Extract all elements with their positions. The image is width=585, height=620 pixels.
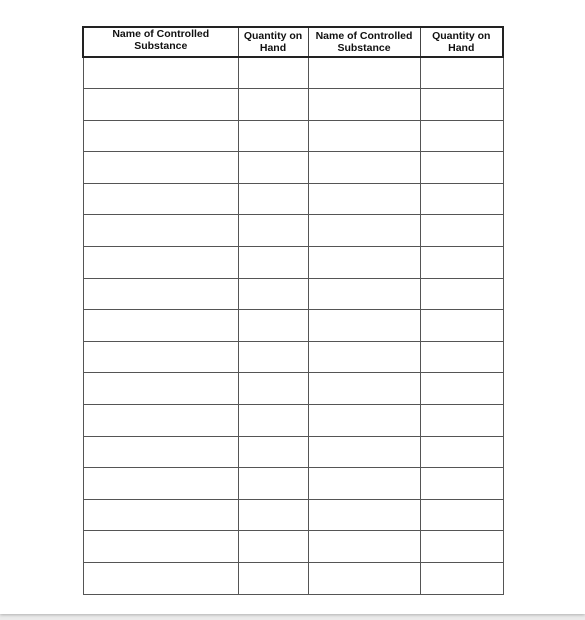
substance-name-cell[interactable] [308, 183, 420, 215]
quantity-cell[interactable] [238, 57, 308, 89]
quantity-cell[interactable] [238, 563, 308, 595]
quantity-cell[interactable] [238, 499, 308, 531]
substance-name-cell[interactable] [308, 215, 420, 247]
quantity-cell[interactable] [238, 405, 308, 437]
table-row [83, 89, 503, 121]
quantity-cell[interactable] [238, 89, 308, 121]
table-row [83, 341, 503, 373]
table-row [83, 183, 503, 215]
quantity-cell[interactable] [420, 405, 503, 437]
table-row [83, 57, 503, 89]
quantity-cell[interactable] [420, 247, 503, 279]
substance-name-cell[interactable] [83, 373, 238, 405]
substance-name-cell[interactable] [308, 247, 420, 279]
substance-name-cell[interactable] [308, 405, 420, 437]
table-row [83, 310, 503, 342]
header-quantity-on-hand-1: Quantity on Hand [238, 27, 308, 57]
quantity-cell[interactable] [238, 436, 308, 468]
quantity-cell[interactable] [420, 310, 503, 342]
substance-name-cell[interactable] [308, 341, 420, 373]
quantity-cell[interactable] [238, 373, 308, 405]
substance-name-cell[interactable] [83, 499, 238, 531]
substance-name-cell[interactable] [308, 278, 420, 310]
table-row [83, 247, 503, 279]
substance-name-cell[interactable] [83, 183, 238, 215]
substance-name-cell[interactable] [83, 405, 238, 437]
table-row [83, 563, 503, 595]
quantity-cell[interactable] [420, 57, 503, 89]
substance-name-cell[interactable] [83, 310, 238, 342]
substance-name-cell[interactable] [83, 341, 238, 373]
quantity-cell[interactable] [238, 247, 308, 279]
quantity-cell[interactable] [420, 563, 503, 595]
quantity-cell[interactable] [238, 183, 308, 215]
table-row [83, 152, 503, 184]
header-substance-name-2: Name of Controlled Substance [308, 27, 420, 57]
quantity-cell[interactable] [238, 310, 308, 342]
quantity-cell[interactable] [420, 120, 503, 152]
table-row [83, 468, 503, 500]
substance-name-cell[interactable] [83, 89, 238, 121]
quantity-cell[interactable] [420, 89, 503, 121]
table-row [83, 120, 503, 152]
quantity-cell[interactable] [420, 531, 503, 563]
substance-name-cell[interactable] [83, 436, 238, 468]
quantity-cell[interactable] [420, 183, 503, 215]
substance-name-cell[interactable] [83, 468, 238, 500]
substance-name-cell[interactable] [83, 278, 238, 310]
quantity-cell[interactable] [238, 152, 308, 184]
quantity-cell[interactable] [420, 468, 503, 500]
quantity-cell[interactable] [238, 341, 308, 373]
substance-name-cell[interactable] [308, 310, 420, 342]
table-row [83, 405, 503, 437]
substance-name-cell[interactable] [308, 499, 420, 531]
substance-name-cell[interactable] [308, 120, 420, 152]
substance-name-cell[interactable] [83, 120, 238, 152]
header-quantity-on-hand-2: Quantity on Hand [420, 27, 503, 57]
table-header-row [83, 27, 503, 57]
table-row [83, 278, 503, 310]
quantity-cell[interactable] [420, 373, 503, 405]
substance-name-cell[interactable] [308, 563, 420, 595]
header-substance-name-1: Name of Controlled Substance [83, 27, 238, 57]
substance-name-cell[interactable] [83, 215, 238, 247]
substance-name-cell[interactable] [308, 436, 420, 468]
quantity-cell[interactable] [420, 341, 503, 373]
quantity-cell[interactable] [238, 278, 308, 310]
substance-name-cell[interactable] [83, 563, 238, 595]
quantity-cell[interactable] [420, 215, 503, 247]
substance-name-cell[interactable] [308, 468, 420, 500]
table-row [83, 373, 503, 405]
table-row [83, 531, 503, 563]
quantity-cell[interactable] [420, 499, 503, 531]
substance-name-cell[interactable] [308, 57, 420, 89]
substance-name-cell[interactable] [308, 531, 420, 563]
quantity-cell[interactable] [238, 120, 308, 152]
quantity-cell[interactable] [238, 531, 308, 563]
substance-name-cell[interactable] [308, 152, 420, 184]
quantity-cell[interactable] [420, 152, 503, 184]
quantity-cell[interactable] [420, 436, 503, 468]
substance-name-cell[interactable] [83, 247, 238, 279]
quantity-cell[interactable] [238, 215, 308, 247]
substance-name-cell[interactable] [308, 373, 420, 405]
substance-name-cell[interactable] [83, 57, 238, 89]
quantity-cell[interactable] [420, 278, 503, 310]
substance-name-cell[interactable] [83, 152, 238, 184]
quantity-cell[interactable] [238, 468, 308, 500]
controlled-substance-table [82, 26, 504, 595]
table-row [83, 499, 503, 531]
table-row [83, 436, 503, 468]
substance-name-cell[interactable] [83, 531, 238, 563]
table-row [83, 215, 503, 247]
substance-name-cell[interactable] [308, 89, 420, 121]
table-body [83, 57, 503, 594]
